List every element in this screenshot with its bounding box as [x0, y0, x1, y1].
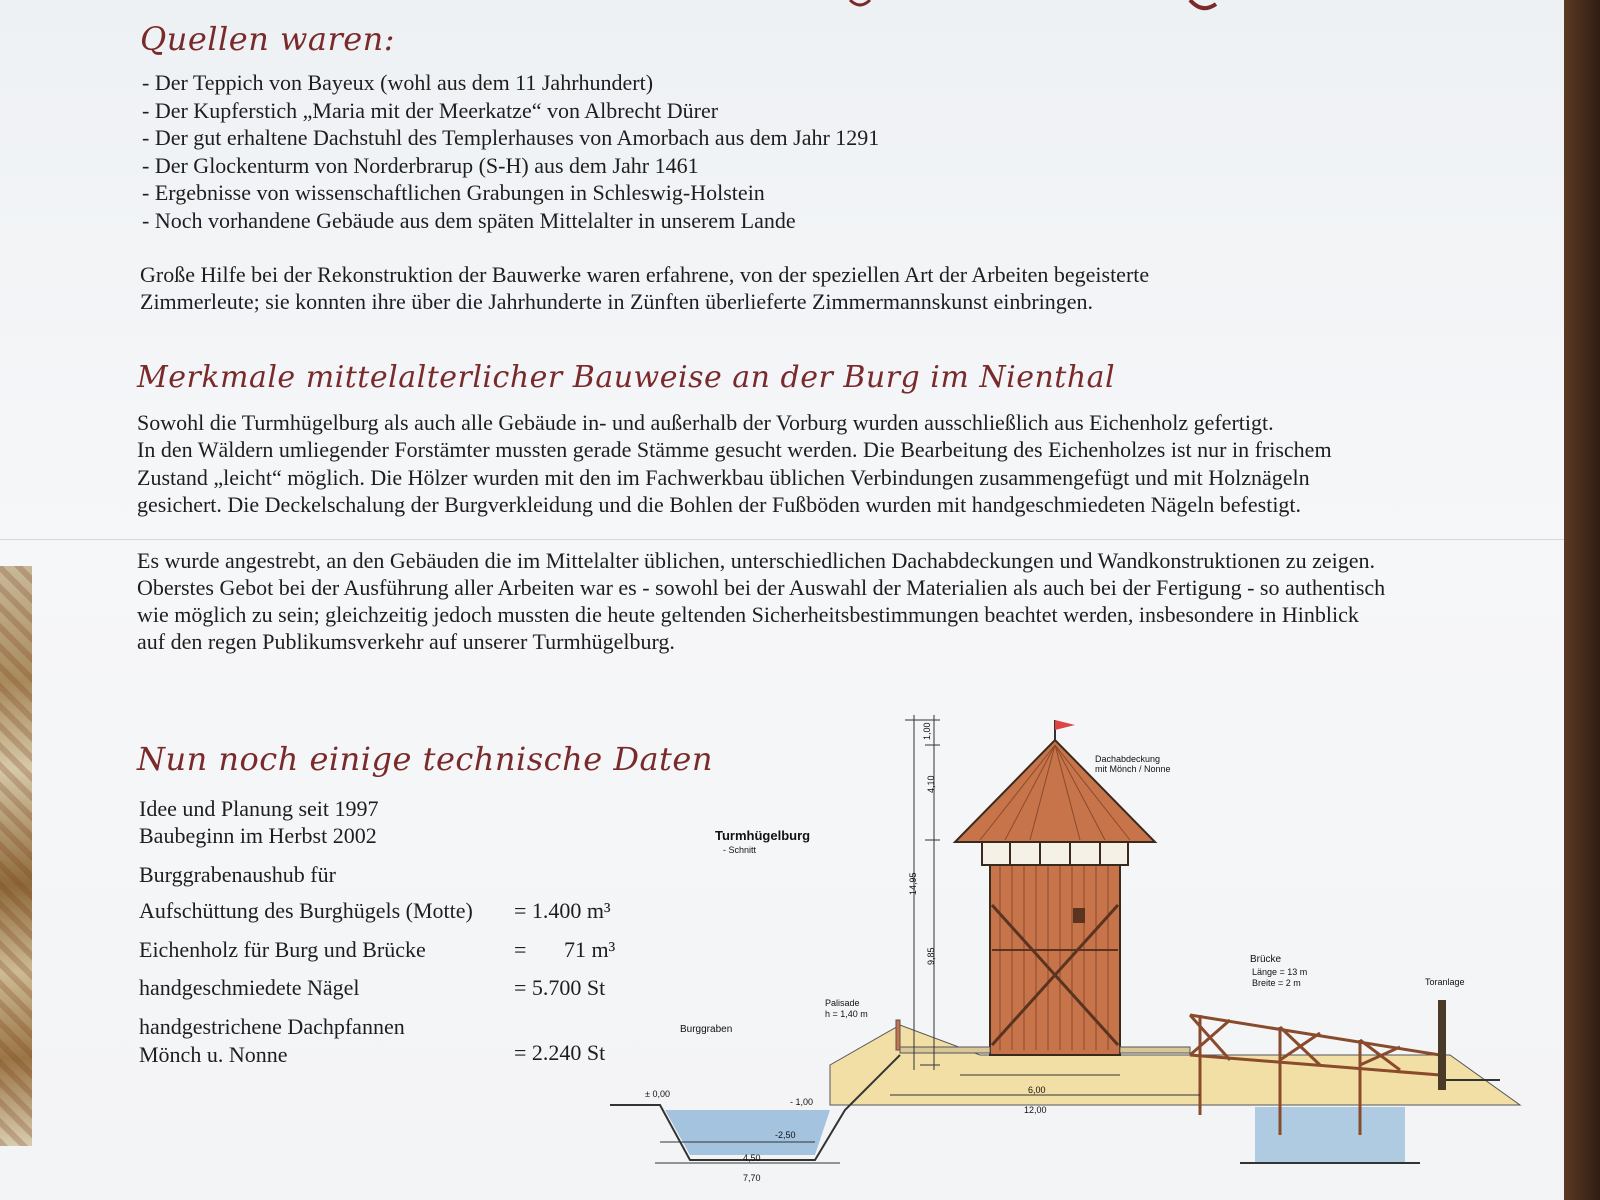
- dim-minus-1: - 1,00: [790, 1097, 814, 1107]
- list-item: - Noch vorhandene Gebäude aus dem späten Mittelalter in unserem Lande: [142, 207, 796, 233]
- list-item: - Der Teppich von Bayeux (wohl aus dem 11 Jahrhundert): [142, 70, 654, 95]
- dim-600: 6,00: [1028, 1085, 1046, 1095]
- bridge-width: Breite = 2 m: [1252, 978, 1301, 988]
- drawing-subtitle: - Schnitt: [723, 845, 757, 855]
- dim-985: 9,85: [926, 947, 936, 965]
- bridge-length: Länge = 13 m: [1252, 967, 1308, 977]
- dim-1495: 14,95: [908, 872, 918, 895]
- dim-1200: 12,00: [1024, 1105, 1047, 1115]
- sources-heading: Quellen waren:: [140, 20, 396, 58]
- sign-frame-post: [1564, 0, 1600, 1200]
- list-item: - Der gut erhaltene Dachstuhl des Templerhauses von Amorbach aus dem Jahr 1291: [142, 125, 880, 150]
- tech-idea: Idee und Planung seit 1997: [139, 796, 379, 821]
- palisade-height: h = 1,40 m: [825, 1009, 868, 1019]
- dim-770: 7,70: [743, 1173, 761, 1183]
- tech-row-label: Aufschüttung des Burghügels (Motte): [139, 898, 473, 923]
- gate-label: Toranlage: [1425, 977, 1465, 987]
- moat-label: Burggraben: [680, 1024, 733, 1035]
- list-item: - Der Kupferstich „Maria mit der Meerkatze“ von Albrecht Dürer: [142, 97, 719, 123]
- tech-row-value: = 5.700 St: [514, 975, 606, 1000]
- castle-section-drawing: [600, 715, 1530, 1195]
- bridge-label: Brücke: [1250, 954, 1282, 965]
- list-item: - Ergebnisse von wissenschaftlichen Grabungen in Schleswig-Holstein: [142, 180, 765, 205]
- dim-450: 4,50: [743, 1153, 761, 1163]
- tech-row-eq: =: [514, 937, 527, 962]
- flag-icon: [1055, 720, 1075, 730]
- tech-row-label: handgestrichene Dachpfannen: [139, 1014, 405, 1039]
- features-line: wie möglich zu sein; gleichzeitig jedoch mussten die heute geltenden Sicherheitsbestimmungen beachtet werden, insbesondere in Hinblick: [137, 602, 1359, 627]
- tech-row-value: 71 m³: [564, 937, 616, 962]
- tech-row-value: = 1.400 m³: [514, 898, 611, 923]
- features-line: Sowohl die Turmhügelburg als auch alle Gebäude in- und außerhalb der Vorburg wurden ausschließlich aus Eichenholz gefertigt.: [137, 410, 1274, 435]
- features-line: Zustand „leicht“ möglich. Die Hölzer wurden mit den im Fachwerkbau üblichen Verbindungen zusammengefügt und mit Holznägeln: [137, 465, 1310, 490]
- tech-row-label: handgeschmiedete Nägel: [139, 975, 360, 1000]
- gate-post: [1438, 1000, 1446, 1090]
- top-ornament: [820, 0, 1240, 14]
- dim-minus-250: -2,50: [775, 1130, 796, 1140]
- features-line: Es wurde angestrebt, an den Gebäuden die im Mittelalter üblichen, unterschiedlichen Dachabdeckungen und Wandkonstruktionen zu zeigen.: [137, 548, 1375, 573]
- moat-water: [665, 1110, 830, 1155]
- dim-410: 4,10: [926, 775, 936, 793]
- help-paragraph-line: Große Hilfe bei der Rekonstruktion der Bauwerke waren erfahrene, von der speziellen Art der Arbeiten begeisterte: [140, 262, 1150, 287]
- tech-heading: Nun noch einige technische Daten: [137, 740, 713, 778]
- drawing-title: Turmhügelburg: [715, 828, 811, 843]
- roof-label: Dachabdeckung: [1095, 754, 1161, 764]
- dim-100: 1,00: [922, 722, 932, 740]
- tech-row-value: = 2.240 St: [514, 1040, 606, 1065]
- tech-moat-label: Burggrabenaushub für: [139, 862, 336, 887]
- palisade-label: Palisade: [825, 998, 860, 1008]
- dim-zero: ± 0,00: [645, 1089, 670, 1099]
- help-paragraph-line: Zimmerleute; sie konnten ihre über die Jahrhunderte in Zünften überlieferte Zimmermannskunst einbringen.: [140, 289, 1094, 314]
- tech-start: Baubeginn im Herbst 2002: [139, 823, 377, 848]
- tapestry-image: [0, 566, 32, 1146]
- tech-row-label: Eichenholz für Burg und Brücke: [139, 937, 426, 962]
- panel-seam: [0, 539, 1564, 540]
- features-line: Oberstes Gebot bei der Ausführung aller Arbeiten war es - sowohl bei der Auswahl der Materialien als auch bei der Fertigung - so authentisch: [137, 575, 1386, 600]
- features-heading: Merkmale mittelalterlicher Bauweise an der Burg im Nienthal: [137, 360, 1116, 395]
- features-line: auf den regen Publikumsverkehr auf unserer Turmhügelburg.: [137, 629, 675, 654]
- features-line: gesichert. Die Deckelschalung der Burgverkleidung und die Bohlen der Fußböden wurden mit handgeschmiedeten Nägeln befestigt.: [137, 492, 1302, 517]
- sources-list: [142, 69, 879, 234]
- roof-label-2: mit Mönch / Nonne: [1095, 764, 1171, 774]
- tech-row-label: Mönch u. Nonne: [139, 1042, 288, 1067]
- list-item: - Der Glockenturm von Norderbrarup (S-H) aus dem Jahr 1461: [142, 152, 699, 178]
- features-line: In den Wäldern umliegender Forstämter mussten gerade Stämme gesucht werden. Die Bearbeitung des Eichenholzes ist nur in frischem: [137, 437, 1332, 462]
